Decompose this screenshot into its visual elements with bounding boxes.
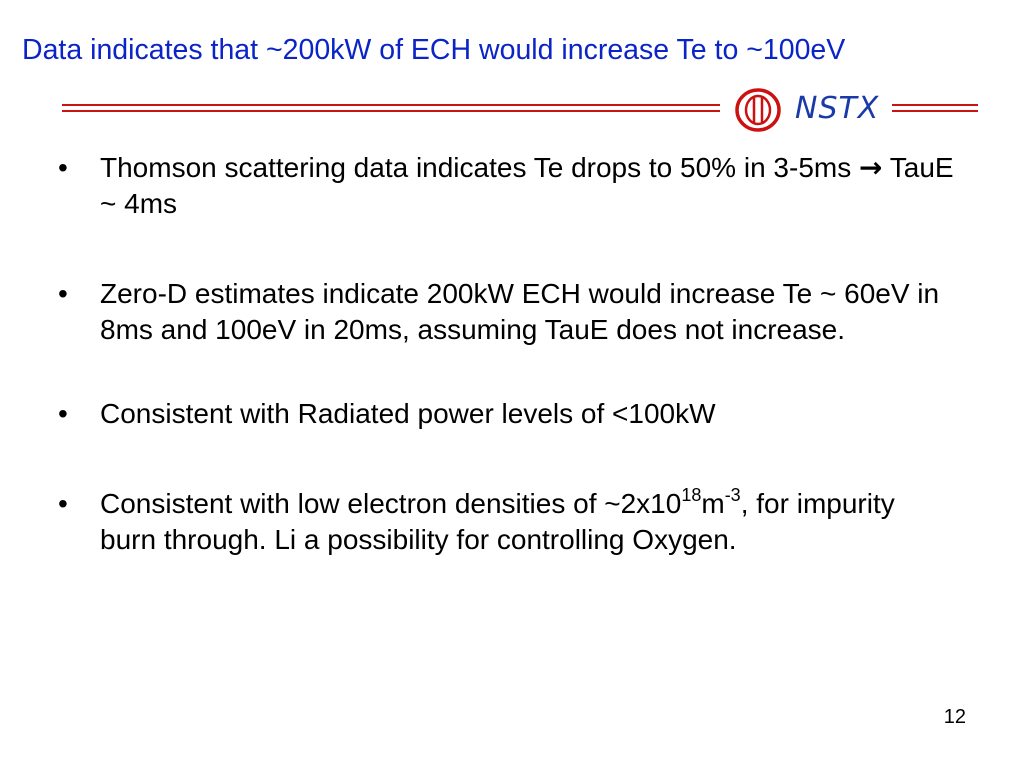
- bullet-text: Consistent with low electron densities of ~2x10: [100, 488, 682, 519]
- bullet-text: Zero-D estimates indicate 200kW ECH would increase Te ~ 60eV in 8ms and 100eV in 20ms, assuming TauE does not increase.: [100, 278, 940, 345]
- header-rule-top-left: [62, 104, 720, 106]
- bullet-text: Consistent with Radiated power levels of <100kW: [100, 398, 716, 429]
- bullet-list: [58, 150, 958, 558]
- bullet-dot: •: [58, 278, 68, 309]
- unit-m: m: [701, 488, 725, 519]
- exponent-18: 18: [681, 484, 702, 505]
- bullet-item: [58, 150, 958, 222]
- logo-text: NSTX: [795, 91, 880, 126]
- bullet-dot: •: [58, 488, 68, 519]
- arrow-right-icon: →: [859, 151, 883, 184]
- bullet-item: [58, 396, 958, 432]
- exponent-minus-3: -3: [724, 484, 741, 505]
- bullet-text: TauE ~ 4ms: [100, 152, 954, 219]
- bullet-dot: •: [58, 398, 68, 429]
- slide-title: Data indicates that ~200kW of ECH would increase Te to ~100eV: [22, 34, 846, 66]
- page-number: 12: [943, 706, 966, 728]
- header-rule-top-right: [892, 104, 978, 106]
- bullet-text: Thomson scattering data indicates Te drops to 50% in 3-5ms: [100, 152, 852, 183]
- header-rule-bottom-left: [62, 110, 720, 112]
- nstx-emblem-icon: [733, 86, 783, 134]
- nstx-logo: [733, 86, 888, 134]
- bullet-text: , for impurity burn through. Li a possibility for controlling Oxygen.: [100, 488, 895, 555]
- bullet-dot: •: [58, 152, 68, 183]
- header-rule-bottom-right: [892, 110, 978, 112]
- bullet-item: [58, 276, 958, 348]
- bullet-item: [58, 486, 958, 558]
